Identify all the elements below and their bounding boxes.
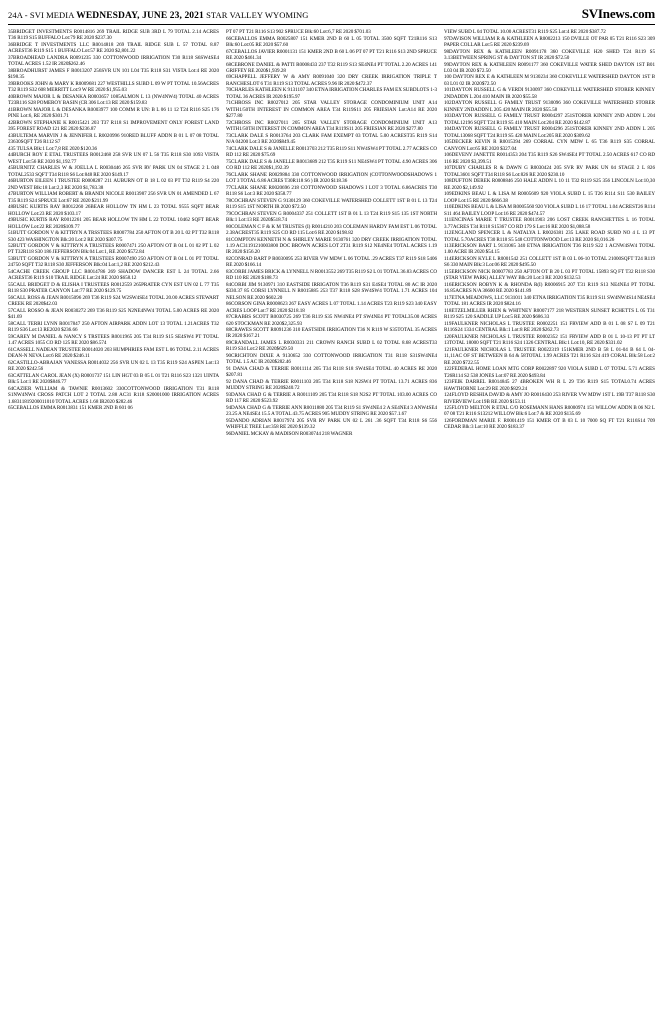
list-item: 49BUSIC KURTIS RAY R0012261 205 BEAR HOLLOW TN HM L 22 TOTAL 10462 SQFT BEAR HOLLOW Lot:22 RE 2020$109.77 xyxy=(8,217,219,230)
list-item: 122FEDERAL HOME LOAN MTG CORP R0022897 920 VIOLA SUBD L 07 TOTAL 5.71 ACRES T26R114 S2 538 JONES Lot:07 RE 2020 $493.84 xyxy=(444,366,655,379)
list-item: 88CRAWES SCOTT R0091236 310 EASTSIDE IRRIGATION T36 N R119 W S35TOTAL 35 ACRES IR 2020 $167.21 xyxy=(226,327,437,340)
list-item: 107DUBY CHARLES R & DAWN G R0030424 205 SVR RV PARK UN 04 STAGE 2 L 826 TOTAL3601 SQFT T34 R118 S6 Lot:826 RE 2020 $230.10 xyxy=(444,165,655,178)
column-1 xyxy=(8,29,219,1014)
list-item: 108DUFTON DEREK R0008846 250 HALE ADDN L 10 11 T32 R119 S25 356 LINCOLN Lot:10,30 RE 2020 $2,149.92 xyxy=(444,178,655,191)
list-item: 118ETZELMILLER RHEN & WHITNEY R0007177 218 WESTERN SUNSET RCHETTS L 05 T31 R119 S25 120 SADDLE UP Lot:5 RE 2020 $686.33 xyxy=(444,307,655,321)
list-item: 109EDKINS BEAU L & LISA M R0005609 920 VIOLA SUBD L 15 T26 R114 S11 530 BAILEY LOOP Lot:15 RE 2020 $666.38 xyxy=(444,191,655,204)
list-item: 105DECKER KEVIN R R0015394 269 CORRAL CYN MDW L 65 T36 R119 S35 CORRAL CANYON Lot:65 RE 2020 $327.04 xyxy=(444,139,655,152)
list-item: 78COCHRAN STEVEN G 9130129 360 COKEVILLE WATERSHED COLLETT 1ST B 01 L 13 T24 R119 S15 1ST NORTH IR 2020 $72.50 xyxy=(226,197,437,210)
list-item: 68CEBRONE DANIEL & PATTI R0008433 237 T32 R119 S13 SE4NE4 PT TOTAL 2.20 ACRES 141 GRIFFEY RE 2020$1,939.28 xyxy=(226,61,437,74)
list-item: 71CHROSS INC R0027012 205 STAR VALLEY STORAGE CONDOMINIUM UNIT A14 WITH1/50TH INTEREST IN COMMON AREA T34 R119S11 205 FRIESIAN Lot:A14 RE 2020 $277.80 xyxy=(226,100,437,120)
list-item: 38BROADHURST JAMES F R0013207 256SVR UN 101 L04 T35 R118 S31 VISTA Lot:4 RE 2020 $198.35 xyxy=(8,67,219,81)
list-item: 48BUSIC KURTIS RAY R0012260 26BEAR HOLLOW TN HM L 23 TOTAL 9555 SQFT BEAR HOLLOW Lot:23 RE 2020 $103.17 xyxy=(8,204,219,217)
list-item: 35BRIDGET INVESTMENTS R0014816 269 TRAIL RIDGE SUB 3RD L 79 TOTAL 2.14 ACRES T36 R119 S15 BUFFALO Lot:79 RE 2020 $237.30 xyxy=(8,29,219,42)
list-item: 46BURTON EILEEN I TRUSTEE R0008287 211 AUBURN OT B 18 L 02 03 PT T32 R119 S4 220 2ND WEST Blk:18 Lot:2,3 RE 2020 $1,783.38 xyxy=(8,178,219,191)
list-item: 55CALL BRIDGET D & ELISHA I TRUSTEES R0012559 265PRATER CYN EST UN 02 L 77 T35 R118 S30 PRATER CANYON Lot:77 RE 2020 $129.75 xyxy=(8,281,219,295)
list-item: 91 DANA CHAD & TERRIE R0011114 205 T34 R118 S18 SW4SE4 TOTAL 40 ACRES RE 2020 $207.81 xyxy=(226,366,437,379)
list-item: 126FORDMAN MARIE F. R0001419 151 KMER OT B 03 L 10 7000 SQ FT T21 R116S14 709 CEDAR Blk:3 Lot:10 RE 2020 $183.37 xyxy=(444,418,655,431)
list-item: 41BROWN MAJOR L & DESANKA R0003977 100 COMM R UN: B L 06 11 12 T24 R116 S25 176 PINE Lot:6, RE 2020 $301.71 xyxy=(8,106,219,120)
list-item: 51BUTT GORDON V & KITTRYN A TRSSTEES R0007784 250 AFTON OT B 20 L 02 PT T32 R118 S30 423 WASHINGTON Blk:20 Lot:2 RE 2020 $307.75 xyxy=(8,230,219,243)
page-folio: 24A xyxy=(8,10,23,20)
list-item: 125FLOYD MELTON R ETAL C/O ROSEMANN HANS R0000974 151 WILLOW ADDN B 06 N2 L 07 08 T21 R116 S13212 WILLOW Blk:6 Lot:7 & RE 2020 $135.69 xyxy=(444,405,655,418)
website-logo: SVInews.com xyxy=(581,6,655,21)
list-item: 112ENGLAND SPENCER L & NATALYA L R0026381 235 LAKE ROAD SUBD NO 4 L 13 PT TOTAL 5.70ACRES T30 R118 S5 548 COTTONWOOD Lot:13 RE 2020 $1,016.26 xyxy=(444,230,655,243)
list-item: 43BULTEMA MARVIN J & JENNIFER L R0020996 910RED BLUFF ADDN B 01 L 07 08 TOTAL 23630SQFT T26 R112 S7 xyxy=(8,132,219,146)
list-item: 69CHAPPELL JEFFERY W & AMY R0091040 320 DRY CREEK IRRIGATION TRIPLE T RANCHESLOT 6 T31 R119 S13 TOTAL ACRES 9.96 IR 2020 $472.37 xyxy=(226,74,437,87)
list-item: 124FLOYD RESHIA DAVID & AMY JO R0016430 253 RIVER VW MDW 1ST L 19B T37 R118 S30 RIVERVIEW Lot:19B RE 2020 $153.11 xyxy=(444,392,655,405)
list-item: 435 TULSA Blk:1 Lot:7,8 RE 2020 $120.36 xyxy=(8,145,98,152)
list-item: 44BURCH ROY E ETAL TRUSTEES R0012468 258 SVR UN 07 L 56 T35 R118 S30 1093 VISTA WEST Lot:56 RE 2020 $1,192.77 xyxy=(8,152,219,165)
masthead-left xyxy=(8,10,309,21)
list-item: 76CLARK SHANE R0029884 330 COTTONWOOD IRRIGATION (COTTONWOODSHADOWS 1 LOT 3 TOTAL 6.86 ACRES T30R118 S6 ) IR 2020 $118.36 xyxy=(226,171,437,185)
issue-date: WEDNESDAY, JUNE 23, 2021 xyxy=(76,11,204,21)
list-item: 52BUTT GORDON V & KITTRYN A TRUSTEES R0007471 250 AFTON OT B 04 L 01 02 PT L 02 PT T32R118 S30 186 JEFFERSON Blk:04 Lot:1, RE 2020 $572.84 xyxy=(8,243,219,256)
list-item: 89CRANDALL JAMES L R0030331 211 CROWN RANCH SUBD L 02 TOTAL 8.68 ACREST33 R119 S34 Lot:2 RE 2020$629.50 xyxy=(226,340,437,353)
list-item: 56CALL ROSS & JEAN R0015096 269 T36 R119 S24 W2SW4SE4 TOTAL 20.00 ACRES STEWART CREEK RE 2020$42.03 xyxy=(8,294,219,308)
list-item: 54CACHE CREEK GROUP LLC R0014786 269 SHADOW DANCER EST L 24 TOTAL 2.66 ACREST36 R119 S10 TRAIL RIDGE Lot:24 RE 2020 $658.12 xyxy=(8,269,219,282)
list-item: 104DAYTON RUSSELL G FAMILY TRUST R0004296 251STORER KINNEY 2ND ADDN L 205 TOTAL13068 SQFT T24 R119 S5 420 MAIN Lot:205 RE 2020 $309.62 xyxy=(444,126,655,139)
list-item: 96DANIEL MCKAY & MADISON R0030744 218 WAGNER xyxy=(226,430,353,437)
list-item: 77CLARK SHANE R0020696 218 COTTONWOOD SHADOWS I LOT 3 TOTAL 6.86ACRES T30 R118 S6 Lot:3 RE 2020 $358.77 xyxy=(226,184,437,198)
list-item: 36BRIDGE T INVESTMENTS LLC R0014818 269 TRAIL RIDGE SUB L 57 TOTAL 8.87 ACREST36 R119 S15 1 BUFFALO Lot:57 RE 2020 $2,801.22 xyxy=(8,41,219,55)
list-item: 120FAULKNER NICHOLAS L TRUSTEE R0002352 151 FRVIEW ADD B 01 L 10-13 PT PT LT 13TOTAL 18000 SQFT T21 R116 S24 1326 CENTRAL Blk:1 Lot:10, RE 2020 $331.02 xyxy=(444,333,655,347)
list-item: 42BROWN STEPHANIE K R0015421 203 T37 R118 S1 IMPROVEMENT ONLY FOREST LAND 395 FOREST ROAD 121 RE 2020 $236.87 xyxy=(8,119,219,133)
list-item: 80COLEMAN C F & K M TRUSTES (I) R0014210 203 COLEMAN HARDY FAM EST L 06 TOTAL 2.38ACREST35 R119 S25 CO RD 115 Lot:6 RE 2020 $198.82 xyxy=(226,223,437,236)
list-item: 45BURNITZ CHARLES W & JOELLA L R0030446 265 SVR RV PARK UN 04 STAGE 2 L 048 TOTAL2533 SQFT T34 R118 S6 Lot:848 RE 2020 $149.17 xyxy=(8,165,219,178)
list-item: 58CALL TERRI LYNN R0017847 250 AFTON AIRPARK ADDN LOT 13 TOTAL 1.21ACRES T32 R119 S36 Lot:13 RE2020 $236.66 xyxy=(8,320,219,334)
list-item: 121FAULKNER NICHOLAS L TRUSTEE R0022319 151KMER 2ND B 58 L 01-04 B 64 L 04-11,11AC OF ST BETWEEN B 64 & 58TOTAL 1.99 ACRES T21 R116 S24 419 CORAL Blk:58 Lot:2 RE 2020 $722.55 xyxy=(444,346,655,366)
list-item: 90CRICHTON DIXIE A 9130652 330 COTTONWOOD IRRIGATION T31 R118 S31SW4NE4 TOTAL 1.5 AC IR 2020$282.46 xyxy=(226,353,437,366)
list-item: 61CASSELL NADEAN TRUSTEE R0014020 203 HUMPHRIES FAM EST L 06 TOTAL 2.11 ACRES DEAN-N NEVA Lot:6 RE 2020 $246.11 xyxy=(8,346,219,360)
publication-name: SVI MEDIA xyxy=(29,10,75,20)
list-item: 92 DANA CHAD & TERRIE R0011103 205 T34 R118 S18 N2SW4 PT TOTAL 13.71 ACRES 836 MUDDY STRING RE 2020$240.72 xyxy=(226,378,437,392)
list-item: 72CHROSS INC R0027011 205 STAR VALLEY STORAGE CONDOMINIUM UNIT A13 WITH1/50TH INTEREST IN COMMON AREA T34 R119S11 205 FRIESIAN RE 2020 $277.80 xyxy=(226,119,437,133)
list-item: 75CLARK DALE S & JANELLE R0013689 212 T35 R119 S11 NE4SW4 PT TOTAL 4.90 ACRES 306 CO RD 112 RE 2020$1,192.39 xyxy=(226,158,437,172)
list-item: 70CHARLES KATHLEEN K 9131107 340 ETNA IRRIGATION CHARLES FAM EX SUBDLOTS 1-3 TOTAL 36 ACRES IR 2020 $195.97 xyxy=(226,87,437,100)
list-item: 93DANA CHAD G & TERRIE A R0011109 205 T34 R118 S18 N2S2 PT TOTAL 103.00 ACRES CO RD 117 RE 2020 $523.92 xyxy=(226,391,437,405)
list-item: 116ERICKSON ROBYN K & RHONDA R(I) R0006915 207 T31 R119 S13 NE4NE4 PT TOTAL 16.85ACRES N/A 36600 RE 2020 $141.89 xyxy=(444,281,655,295)
list-item: 101DAYTON RUSSELL G & VERDI 9130097 360 COKEVILLE WATERSHED STORER KINNEY 2NDADDN L 204 410 MAIN IR 2020 $55.58 xyxy=(444,87,655,100)
list-item: 106DEVENY JANETTE R0014353 204 T35 R119 S26 SW4SE4 PT TOTAL 2.50 ACRES 617 CO RD 116 RE 2020 $3,399.51 xyxy=(444,152,655,165)
list-item: 98DAYTON REX & KATHLEEN R0091178 360 COKEVILLE H20 SHED T24 R119 S5 3.13BETWEEN SPRING ST & DAYTON ST IR 2020 $72.50 xyxy=(444,48,655,61)
list-item: 119FAULKNER NICHOLAS L TRUSTEE R0002251 151 FRVIEW ADD B 01 L 08 S7 L 09 T21 R116S24 1334 CENTRAL Blk:1 Lot:8 RE 2020 $262.73 xyxy=(444,320,655,334)
list-item: 79COCHRAN STEVEN G R0004337 251 COLLETT 1ST B 01 L 13 T24 R119 S15 135 1ST NORTH Blk:1 Lot:13 RE 2020$518.74 xyxy=(226,210,437,223)
list-item: 37BROADHEAD LANDRA R0091235 330 COTTONWOOD IRRIGATION T30 R118 S6SW4SE4 TOTAL ACRES 1.52 IR 2020$262.46 xyxy=(8,54,219,68)
list-item: 95DANDO ADRIAN R0017974 205 SVR RV PARK UN 02 L 261 .36 SQFT T34 R118 S6 556 WHIFFLE TREE Lot:358 RE 2020 $139.32 xyxy=(226,417,437,431)
list-item: PT 07 PT T21 R116 S13 902 SPRUCE Blk:60 Lot:6,7 RE 2020 $701.03 xyxy=(226,29,371,35)
publication-place: STAR VALLEY WYOMING xyxy=(206,10,309,20)
list-item: 67CEBALLOS JAVIER R0001131 151 KMER 2ND B 60 L 06 PT 07 PT T21 R116 S13 2ND SPRUCE RE 2020 $461.34 xyxy=(226,48,437,61)
list-item: 103DAYTON RUSSELL G FAMILY TRUST R0004297 251STORER KINNEY 2ND ADDN L 204 TOTAL12196 SQFT T24 R119 S5 410 MAIN Lot:204 RE 2020 $142.87 xyxy=(444,113,655,126)
list-item: 87CRABBS SCOTT R0030725 269 T36 R119 S35 NW4NE4 PT SW4NE4 PT TOTAL35.00 ACRES 620 STOCKMAN RE 2020$2,325.93 xyxy=(226,314,437,327)
list-item: 102DAYTON RUSSELL G FAMILY TRUST 9130096 360 COKEVILLE WATERSHED STORER KINNEY 2NDADDN L 205 420 MAIN IR 2020 $55.58 xyxy=(444,100,655,113)
list-item: 82CONRAD BART P R0030095 253 RIVER VW MDW L 06 TOTAL .29 ACRES T37 R119 S18 5406 RE 2020 $166.14 xyxy=(226,255,437,269)
column-3 xyxy=(444,29,655,1014)
list-item: 53BUTT GORDON V & KITTRYN A TRUSTEES R0007490 250 AFTON OT B 04 L 01 PT TOTAL 24750 SQFT T32 R118 S30 JEFFERSON Blk:04 Lot:1,2 RE 2020 $212.43 xyxy=(8,256,219,269)
list-item: 111ENCINAS MARIE T TRUSTEE R0011903 206 LOST CREEK RANCHETTES L 16 TOTAL 3.77ACRES T34 R118 S15367 CO RD 179 S Lot:16 RE 2020 $1,088.58 xyxy=(444,217,655,230)
list-item: 40BROWN MAJOR L & DESANKA R0003657 1085ALMON L 13 (NW4NW4) TOTAL 40 ACRES T23R116 S28 POMEROY BASIN (CR 306 Lot:13 RE 2020 $159.83 xyxy=(8,93,219,107)
article-columns xyxy=(8,29,655,1014)
list-item: 65CEBALLOS EMMA R0013831 151 KMER 2ND B 601 06 xyxy=(8,405,133,412)
list-item: 86CORSON GINA R0008623 267 EASY ACRES L 07 TOTAL 1.14 ACRES T23 R119 S23 340 EASY ACRES LOOP Lot:7 RE 2020 $218.18 xyxy=(226,301,437,314)
list-item: 99DAYTON REX & KATHLEEN R0091177 360 COKEVILLE WATER SHED DAYTON 1ST B01 L03 04 IR 2020 $72.50 xyxy=(444,61,655,74)
list-item: 64CAZIER WILLIAM & TAWNIE R0013602 330COTTONWOOD IRRIGATION T31 R118 S1NW4NW4 CROSS PATCH LOT 2 TOTAL 2.88 AC31 R118 S20001000 IRRIGATION ACRES 1.68311819200011010 TOTAL ACRES 1.68 IR2020 $282.46 xyxy=(8,385,219,405)
masthead xyxy=(8,6,655,25)
list-item: 100 DAYTON REX E & KATHLEEN M 9130234 360 COKEVILLE WATERSHED DAYTON 1ST B 03 L01 02 IR 2020$72.50 xyxy=(444,74,655,87)
column-2 xyxy=(226,29,437,1014)
list-item: 84CORBI JIM 9130971 310 EASTSIDE IRRIGATON T36 R119 S31 E4SE4 TOTAL 80 AC IR 2020 $330.37 85 CORSI LYNNELL N R0015885 253 T37 R118 S28 SW4SW4 TOTAL 1.71 ACRES 104 NELSON RE 2020 $602.20 xyxy=(226,281,437,301)
list-item: 97DAVISON WILLIAM R & KATHLEEN A R0002213 150 DVILLE OT PAR 05 T21 R116 S23 309 PAPER COLLAR Lot:5 RE 2020 $239.69 xyxy=(444,35,655,48)
list-item: 115ERICKSON NICK R0007783 250 AFTON OT B 20 L 03 PT TOTAL 15893 SQ FT T32 R118 S30 (STAR VIEW PARK) ALLEY WAY Blk:20 Lot:3 RE 2020 $132.53 xyxy=(444,269,655,282)
list-item: VIEW SUBD L 04 TOTAL 10.00 ACREST31 R119 S25 Lot:4 RE 2020 $387.72 xyxy=(444,29,606,35)
list-item: 66CEBALLOS EMMA R0025807 151 KMER 2ND B 60 L 05 TOTAL 3500 SQFT T21R116 S13 Blk:60 Lot:05 RE 2020 $57.60 xyxy=(226,35,437,48)
list-item: 83CORBI JAMES BRICK & LYNNELL N R0013552 269 T35 R119 S2 L 01 TOTAL 36.83 ACRES CO RD 110 RE 2020 $188.73 xyxy=(226,268,437,282)
list-item: 113ERICKSON BART L 9131065 340 ETNA IRRIGATION T36 R119 S22 1 ACNW4SW4 TOTAL 1.00 ACRE IR 2020 $54.15 xyxy=(444,243,655,256)
list-item: 47BURTON WILLIAM ROBERT & BRANDI NICOLE R0013987 256 SVR UN 01 AMENDED L 67 T35 R119 S24 SPRUCE Lot:67 RE 2020 $211.99 xyxy=(8,191,219,204)
masthead-separator: - xyxy=(24,10,28,20)
list-item: 73CLARK DALE S R0013764 203 CLARK FAM EXEMPT 03 TOTAL 5.00 ACREST35 R119 S14 N/A 04200 Lot:3 RE 2020$849.45 xyxy=(226,132,437,146)
list-item: 110EDKINS BEAU L & LISA M R0005560 920 VIOLA SUBD L 16 17 TOTAL 1.04 ACREST26 R114 S11 464 BAILEY LOOP Lot:16 RE 2020 $474.57 xyxy=(444,204,655,217)
list-item: 94DANA CHAD G & TERRIE ANN R0011880 205 T34 R119 S1 SW4NE4 2 A SE4NE4 3 ANW4SE4 23.25 A NE4SE4 15.5 A TOTAL 43.75 ACRES 905 MUDDY STRING RE 2020 $57.1.67 xyxy=(226,404,437,418)
list-item: 57CALL ROSSO & JEAN R0030272 269 T36 R119 S25 N2NE4NW4 TOTAL 5.00 ACRES RE 2020 $41.69 xyxy=(8,307,219,321)
list-item: 123FEIK DARREL R0014845 27 4BROKEN WH R L 29 T36 R119 S15 TOTAL0.74 ACRES HAWTHORNE Lot:29 RE 2020 $829.24 xyxy=(444,379,655,392)
list-item: 62CASTILLO-ABRAJAN VANESSA R0014032 256 SVR UN 02 L 13 T35 R119 S24 ASPEN Lot:13 RE 2020 $242.56 xyxy=(8,359,219,373)
list-item: 63CATTELAN CAROL JEAN (X) R0001737 151 LIN HGT 03 B 05 L 01 T21 R116 S23 1321 UINTA Blk:5 Lot:1 RE 2020$846.77 xyxy=(8,372,219,386)
list-item: 81COMPTON KENNETH N & SHIRLEY MARIE 9130761 320 DRY CREEK IRRIGATION TOTAL 1.19 AC31191210003800 DOC BROWN ACRES LOT 2T31 R119 S12 NE4NE4 TOTAL ACRES 1.19 IR 2020 $156.20 xyxy=(226,236,437,256)
list-item: 117ETNA MEADOWS, LLC 9131011 340 ETNA IRRIGATION T35 R119 S11 SW4NW4S14 NE4SE4 TOTAL 181 ACRES IR 2020 $824.16 xyxy=(444,294,655,308)
list-item: 59CAREY M DANIEL & NANCY S TRSTEES R0011965 205 T34 R119 S15 SE4SW4 PT TOTAL 1.47 ACRES 1055 CO RD 125 RE 2020 $86.574 xyxy=(8,333,219,347)
list-item: 39BROOKS JOHN & MARY K R0009681 227 WESTHILLS SUBD L 09 W PT TOTAL 10.56ACRES T32 R119 S32 608 MERRITT Lot:9 W RE 2020 $1,955.03 xyxy=(8,80,219,94)
list-item: 114ERICKSON KYLE L R0001542 251 COLLETT 1ST B 03 L 06-10 TOTAL 21000SQFT T24 R119 S6 330 MAIN Blk:3 Lot:06 RE 2020 $495.50 xyxy=(444,256,655,269)
list-item: 74CLARK DALE S & JANELLE R0013703 212 T35 R119 S11 NW4SW4 PT TOTAL 2.77 ACRES CO RD 112 RE 2020 $75.69 xyxy=(226,145,437,159)
